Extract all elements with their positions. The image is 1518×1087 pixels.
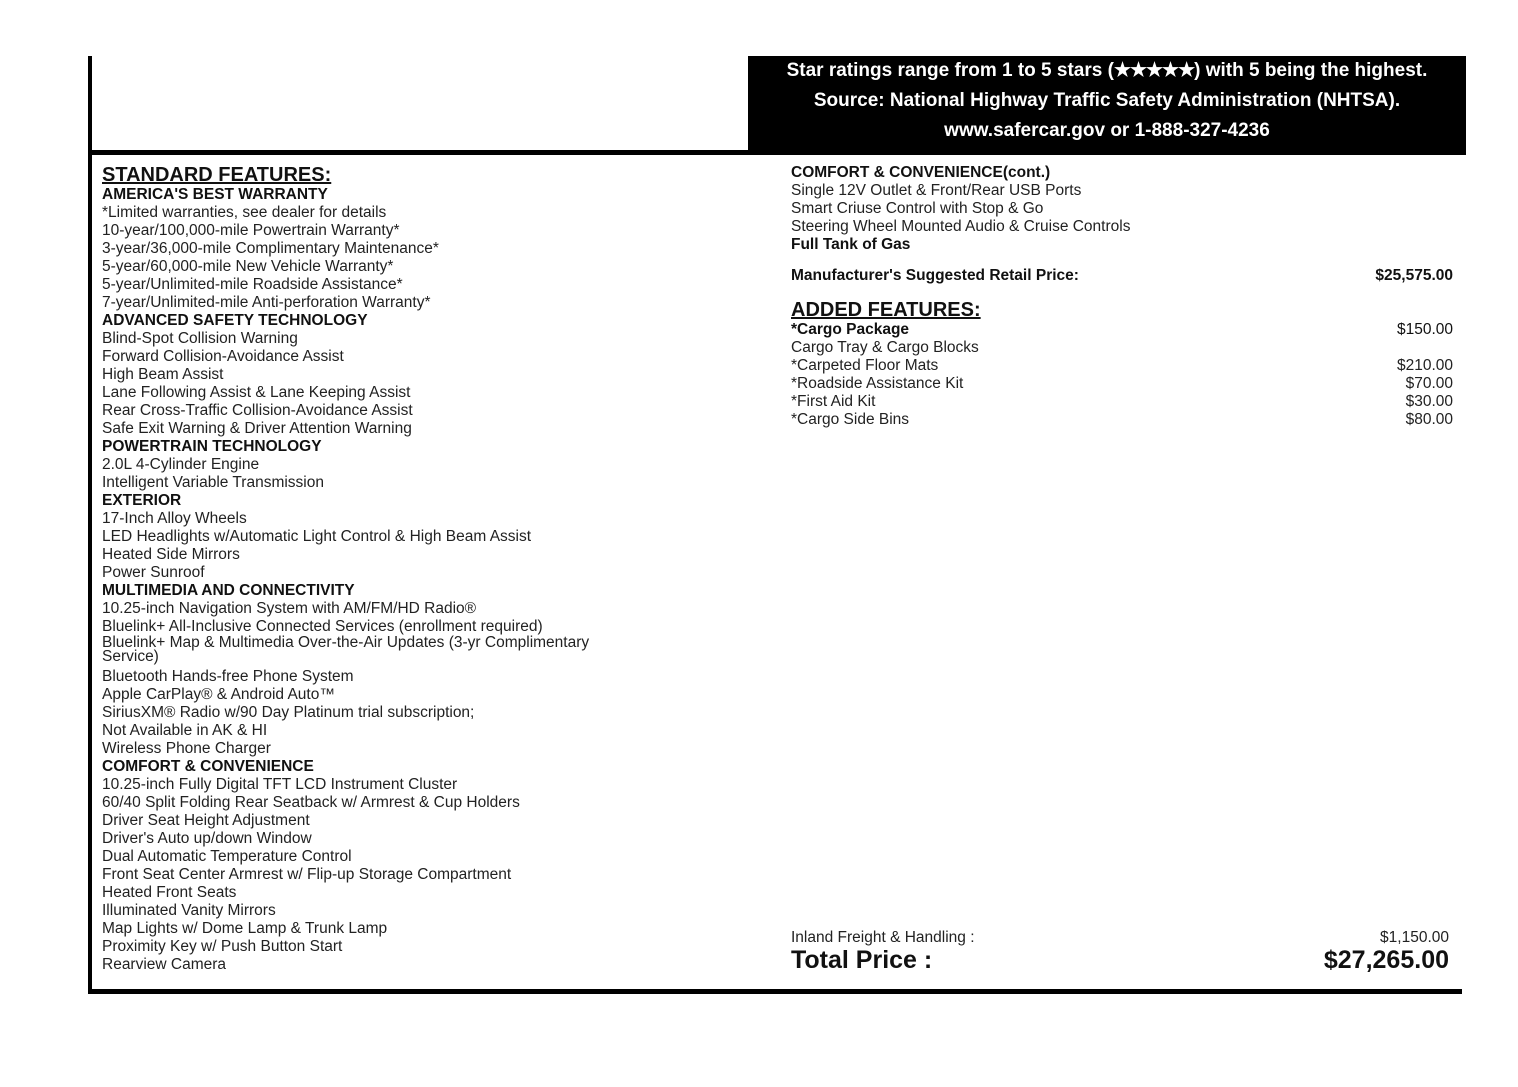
feature-item: Wireless Phone Charger xyxy=(102,740,271,757)
added-feature-label: *First Aid Kit xyxy=(791,393,876,410)
full-tank-item: Full Tank of Gas xyxy=(791,236,911,253)
nhtsa-line-3: www.safercar.gov or 1-888-327-4236 xyxy=(944,120,1270,141)
standard-features-list xyxy=(102,186,702,974)
feature-item: Heated Side Mirrors xyxy=(102,546,240,563)
feature-item: Steering Wheel Mounted Audio & Cruise Controls xyxy=(791,218,1131,235)
feature-item: Not Available in AK & HI xyxy=(102,722,268,739)
added-feature-row xyxy=(791,321,1453,339)
added-feature-price: $30.00 xyxy=(1405,393,1453,410)
feature-item: Bluelink+ All-Inclusive Connected Services (enrollment required) xyxy=(102,618,543,635)
added-feature-label: *Cargo Package xyxy=(791,321,910,338)
freight-row xyxy=(791,929,1449,947)
msrp-label: Manufacturer's Suggested Retail Price: xyxy=(791,267,1079,284)
feature-item: Intelligent Variable Transmission xyxy=(102,474,324,491)
feature-section-heading: COMFORT & CONVENIENCE xyxy=(102,758,314,775)
msrp-value: $25,575.00 xyxy=(1375,267,1453,284)
feature-section-heading: EXTERIOR xyxy=(102,492,182,509)
standard-features-title: STANDARD FEATURES: xyxy=(102,164,332,186)
feature-item: Forward Collision-Avoidance Assist xyxy=(102,348,344,365)
feature-item: 10.25-inch Navigation System with AM/FM/HD Radio® xyxy=(102,600,477,617)
feature-item: Blind-Spot Collision Warning xyxy=(102,330,298,347)
added-feature-row xyxy=(791,375,1453,393)
feature-section-heading: AMERICA'S BEST WARRANTY xyxy=(102,186,328,203)
added-feature-price: $70.00 xyxy=(1405,375,1453,392)
feature-item: 7-year/Unlimited-mile Anti-perforation Warranty* xyxy=(102,294,431,311)
feature-item: Safe Exit Warning & Driver Attention Warning xyxy=(102,420,412,437)
feature-item: Bluetooth Hands-free Phone System xyxy=(102,668,354,685)
added-feature-price: $80.00 xyxy=(1405,411,1453,428)
total-price-row xyxy=(791,947,1449,973)
msrp-row xyxy=(791,267,1453,285)
five-star-icon: ★★★★★ xyxy=(1113,60,1195,81)
added-feature-row xyxy=(791,357,1453,375)
feature-item: Rear Cross-Traffic Collision-Avoidance Assist xyxy=(102,402,413,419)
feature-item: 10-year/100,000-mile Powertrain Warranty* xyxy=(102,222,400,239)
feature-item: 5-year/60,000-mile New Vehicle Warranty* xyxy=(102,258,394,275)
feature-item: Apple CarPlay® & Android Auto™ xyxy=(102,686,335,703)
nhtsa-rating-banner xyxy=(748,56,1466,150)
added-features-title: ADDED FEATURES: xyxy=(791,299,981,321)
total-price-label: Total Price : xyxy=(791,946,933,974)
standard-features-column xyxy=(102,164,702,974)
feature-item: SiriusXM® Radio w/90 Day Platinum trial subscription; xyxy=(102,704,475,721)
added-feature-price: $210.00 xyxy=(1396,357,1453,374)
feature-item: Power Sunroof xyxy=(102,564,205,581)
feature-item: *Limited warranties, see dealer for details xyxy=(102,204,387,221)
feature-item: 60/40 Split Folding Rear Seatback w/ Armrest & Cup Holders xyxy=(102,794,520,811)
added-feature-label: *Roadside Assistance Kit xyxy=(791,375,964,392)
feature-section-heading: MULTIMEDIA AND CONNECTIVITY xyxy=(102,582,355,599)
comfort-cont-heading: COMFORT & CONVENIENCE(cont.) xyxy=(791,164,1051,181)
total-price-value: $27,265.00 xyxy=(1323,946,1449,974)
added-feature-label: *Cargo Side Bins xyxy=(791,411,910,428)
feature-item: High Beam Assist xyxy=(102,366,224,383)
feature-item: Lane Following Assist & Lane Keeping Assist xyxy=(102,384,411,401)
nhtsa-line-2: Source: National Highway Traffic Safety Administration (NHTSA). xyxy=(813,90,1401,111)
right-column xyxy=(791,164,1453,429)
feature-item: Driver Seat Height Adjustment xyxy=(102,812,310,829)
feature-item: 17-Inch Alloy Wheels xyxy=(102,510,247,527)
freight-label: Inland Freight & Handling : xyxy=(791,929,975,946)
feature-item: Bluelink+ Map & Multimedia Over-the-Air Updates (3-yr Complimentary Service) xyxy=(102,634,590,665)
added-feature-price: $150.00 xyxy=(1396,321,1453,338)
feature-item: Smart Criuse Control with Stop & Go xyxy=(791,200,1044,217)
divider xyxy=(92,150,1466,155)
feature-item: Single 12V Outlet & Front/Rear USB Ports xyxy=(791,182,1082,199)
feature-item: Map Lights w/ Dome Lamp & Trunk Lamp xyxy=(102,920,388,937)
feature-item: Driver's Auto up/down Window xyxy=(102,830,312,847)
feature-item: LED Headlights w/Automatic Light Control & High Beam Assist xyxy=(102,528,532,545)
added-feature-label: *Carpeted Floor Mats xyxy=(791,357,939,374)
feature-item: 5-year/Unlimited-mile Roadside Assistance* xyxy=(102,276,403,293)
totals-block xyxy=(791,929,1449,973)
comfort-cont-list xyxy=(791,182,1453,236)
added-feature-row xyxy=(791,339,1453,357)
feature-item: Proximity Key w/ Push Button Start xyxy=(102,938,343,955)
nhtsa-line-1: Star ratings range from 1 to 5 stars (★★★★★) with 5 being the highest. xyxy=(786,60,1428,81)
feature-section-heading: POWERTRAIN TECHNOLOGY xyxy=(102,438,322,455)
window-sticker xyxy=(88,56,1462,994)
added-feature-row xyxy=(791,411,1453,429)
feature-item: 2.0L 4-Cylinder Engine xyxy=(102,456,260,473)
feature-item: Rearview Camera xyxy=(102,956,227,973)
feature-item: Illuminated Vanity Mirrors xyxy=(102,902,276,919)
feature-item: Front Seat Center Armrest w/ Flip-up Storage Compartment xyxy=(102,866,512,883)
feature-item: 10.25-inch Fully Digital TFT LCD Instrument Cluster xyxy=(102,776,458,793)
feature-section-heading: ADVANCED SAFETY TECHNOLOGY xyxy=(102,312,368,329)
added-feature-row xyxy=(791,393,1453,411)
feature-item: Heated Front Seats xyxy=(102,884,237,901)
freight-value: $1,150.00 xyxy=(1380,929,1449,946)
feature-item: 3-year/36,000-mile Complimentary Maintenance* xyxy=(102,240,439,257)
added-features-list xyxy=(791,321,1453,429)
feature-item: Dual Automatic Temperature Control xyxy=(102,848,352,865)
added-feature-label: Cargo Tray & Cargo Blocks xyxy=(791,339,979,356)
